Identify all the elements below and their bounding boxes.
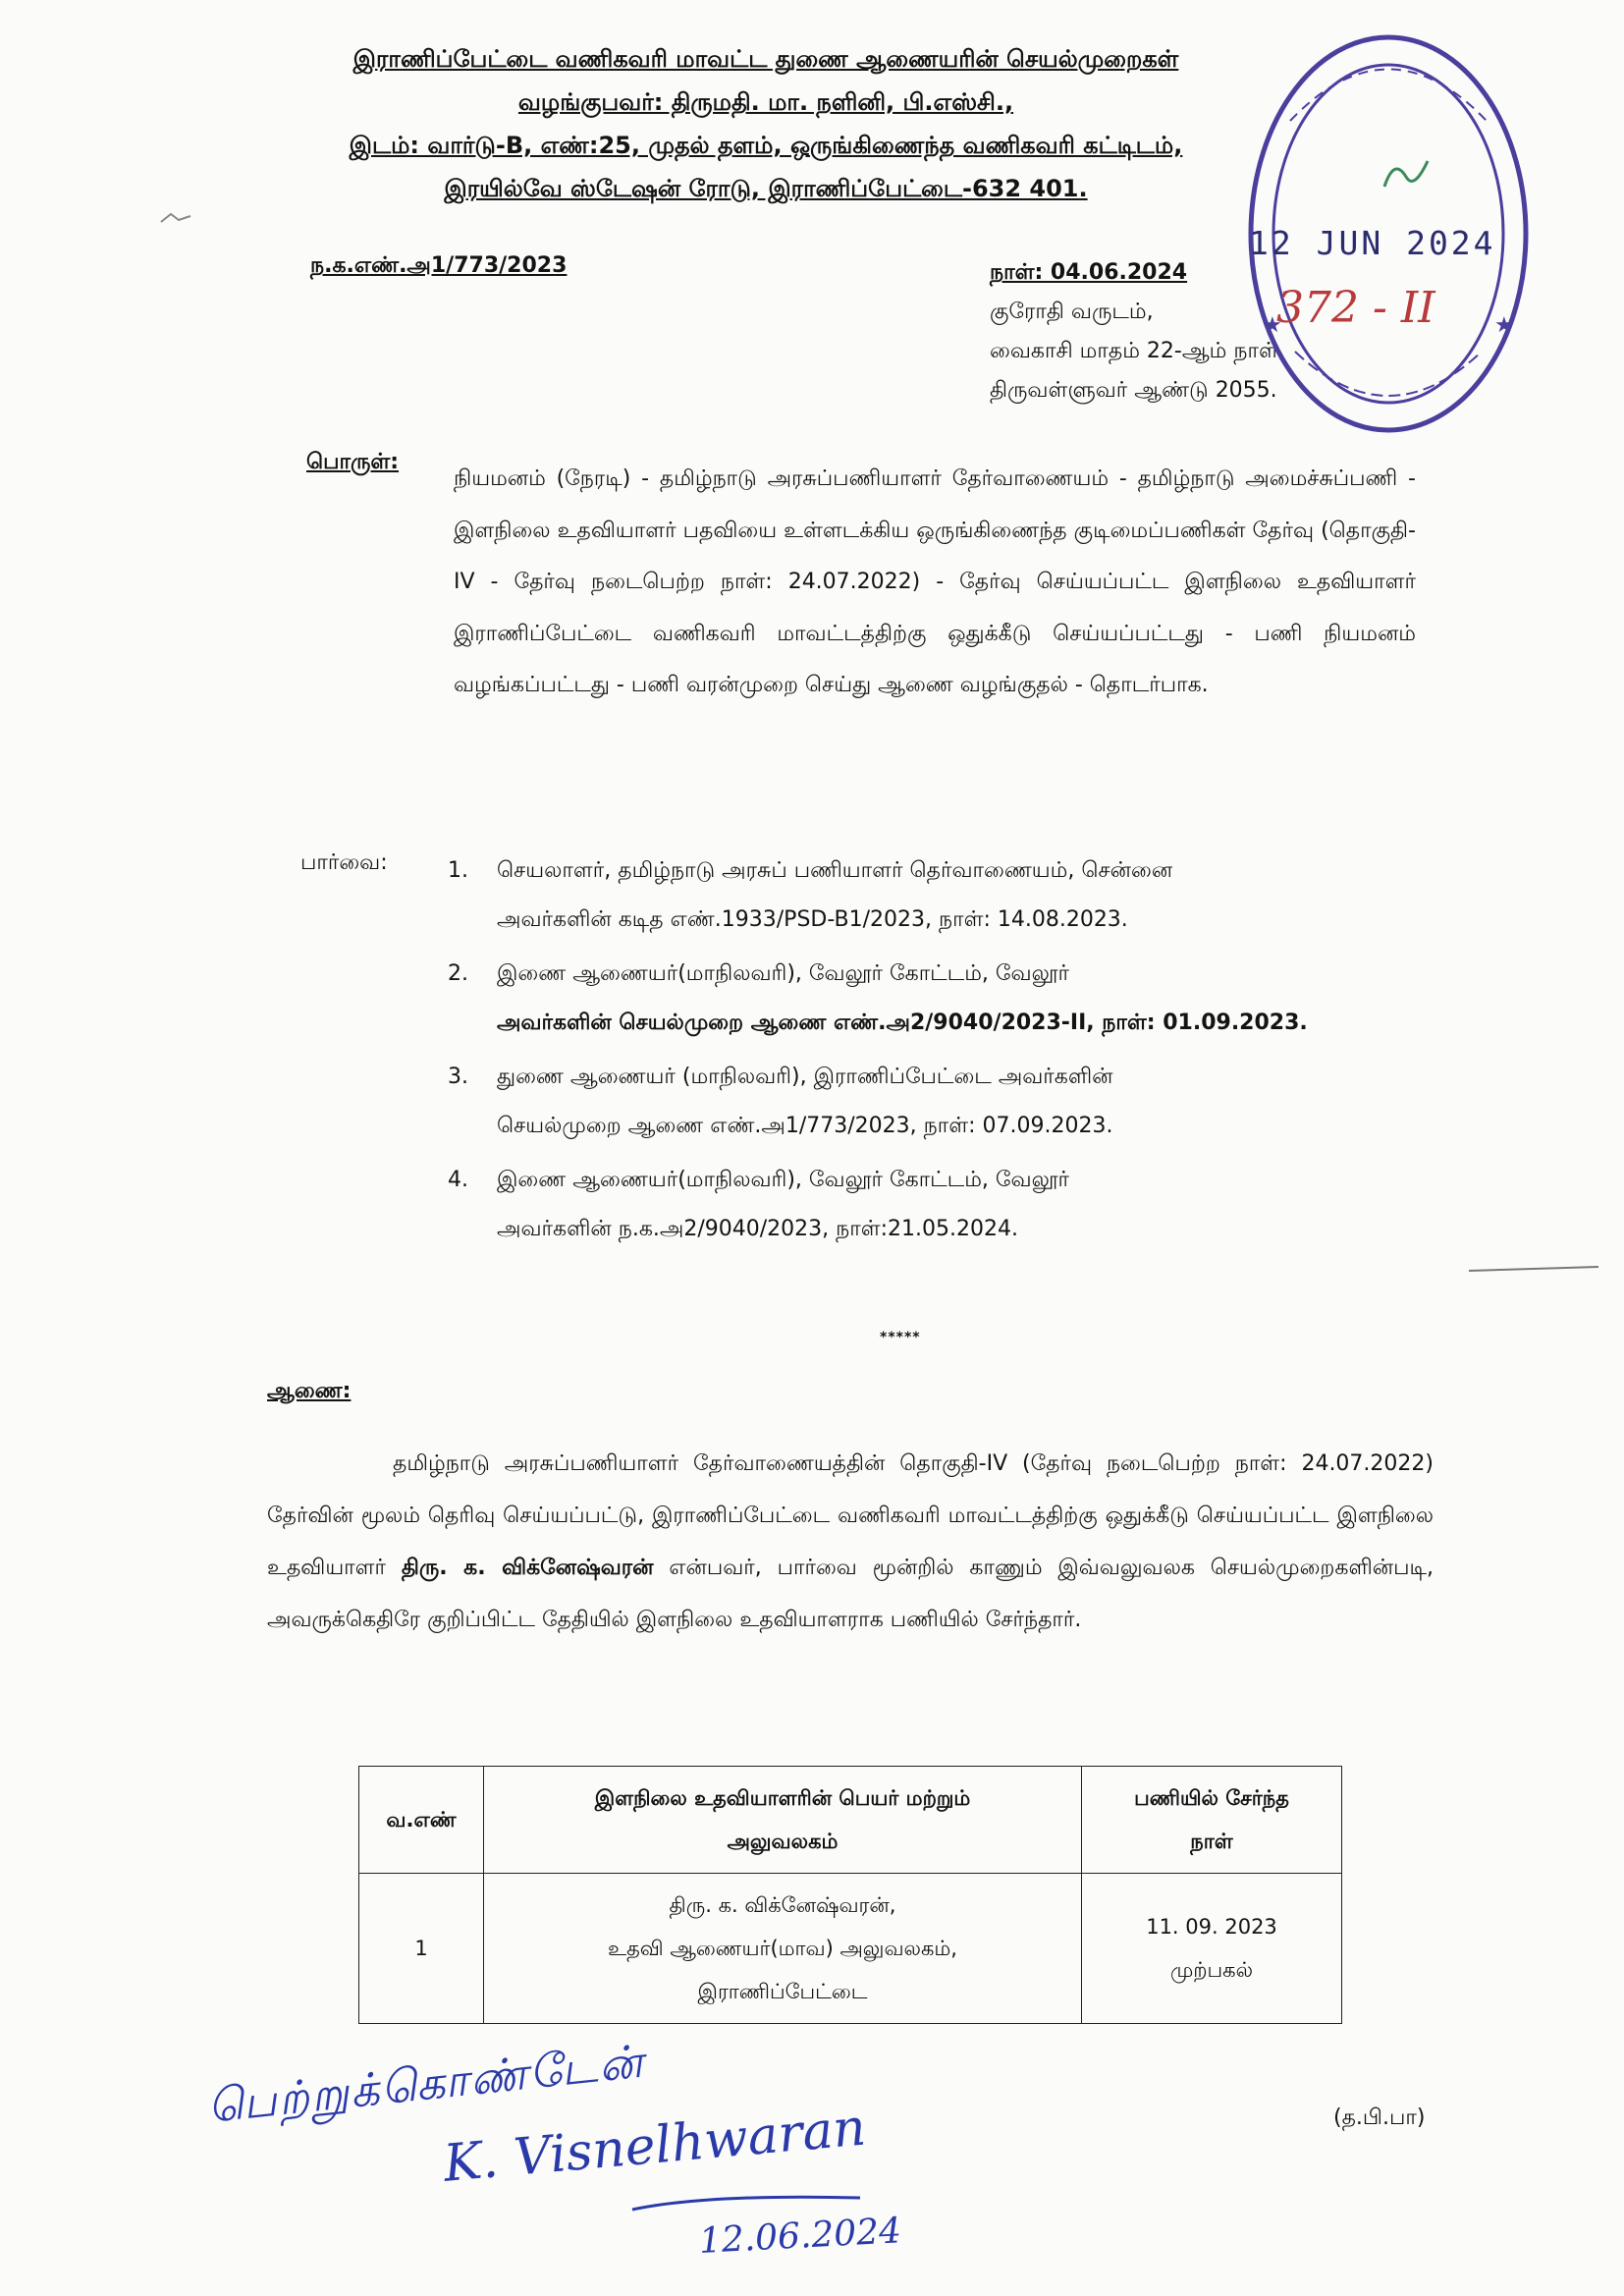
table-row	[359, 1874, 1342, 2024]
reference-item	[448, 1053, 1415, 1151]
handwritten-sign-date: 12.06.2024	[697, 2211, 902, 2262]
stamp-received-date: 12 JUN 2024	[1249, 224, 1496, 262]
reference-number-3: 3.	[448, 1065, 468, 1089]
handwritten-acknowledgement: பெற்றுக்கொண்டேன்	[204, 2034, 647, 2133]
reference-item	[448, 950, 1415, 1048]
reference-line: செயலாளர், தமிழ்நாடு அரசுப் பணியாளர் தெர்வாணையம், சென்னை	[497, 858, 1173, 883]
margin-pen-mark	[1465, 1259, 1602, 1279]
reference-number-2: 2.	[448, 961, 468, 986]
tamil-year: குரோதி வருடம்,	[990, 300, 1154, 324]
col-serial-header: வ.எண்	[359, 1767, 484, 1874]
document-header	[177, 37, 1355, 210]
header-issuer: வழங்குபவர்: திருமதி. மா. நளினி, பி.எஸ்சி.,	[517, 88, 1014, 116]
place-line: இராணிப்பேட்டை	[697, 1980, 868, 2003]
header-title: இராணிப்பேட்டை வணிகவரி மாவட்ட துணை ஆணையரின் செயல்முறைகள்	[352, 45, 1179, 73]
reference-line: அவர்களின் கடித எண்.1933/PSD-B1/2023, நாள்: 14.08.2023.	[497, 907, 1128, 932]
reference-number: ந.க.எண்.அ1/773/2023	[310, 253, 568, 278]
green-initial-mark	[1375, 147, 1434, 206]
name-line: திரு. க. விக்னேஷ்வரன்,	[669, 1893, 896, 1917]
svg-text:★: ★	[1263, 313, 1282, 338]
references-list	[448, 847, 1415, 1259]
joining-session: முற்பகல்	[1169, 1958, 1254, 1982]
subject-label: பொருள்:	[306, 450, 400, 474]
employee-name: திரு. க. விக்னேஷ்வரன்	[401, 1556, 654, 1580]
office-line: உதவி ஆணையர்(மாவ) அலுவலகம்,	[608, 1937, 957, 1960]
col-name-header	[484, 1767, 1082, 1874]
margin-mark	[157, 208, 196, 228]
signature-underline	[628, 2188, 864, 2217]
order-paragraph	[267, 1438, 1434, 1646]
subject-text: நியமனம் (நேரடி) - தமிழ்நாடு அரசுப்பணியாளர் தேர்வாணையம் - தமிழ்நாடு அமைச்சுப்பணி - இளநிலை உதவியாளர் பதவியை உள்ளடக்கிய ஒருங்கிணைந்த குடிமைப்பணிகள் தேர்வு (தொகுதி-IV - தேர்வு நடைபெற்ற நாள்: 24.07.2022) - தேர்வு செய்யப்பட்ட இளநிலை உதவியாளர் இராணிப்பேட்டை வணிகவரி மாவட்டத்திற்கு ஒதுக்கீடு செய்யப்பட்டது - பணி நியமனம் வழங்கப்பட்டது - பணி வரன்முறை செய்து ஆணை வழங்குதல் - தொடர்பாக.	[454, 466, 1416, 697]
col-date-header-line1: பணியில் சேர்ந்த	[1134, 1786, 1289, 1810]
order-label: ஆணை:	[267, 1379, 352, 1403]
svg-text:★: ★	[1494, 313, 1514, 338]
name-office-cell	[484, 1874, 1082, 2024]
header-address-line2: இரயில்வே ஸ்டேஷன் ரோடு, இராணிப்பேட்டை-632 401.	[444, 175, 1088, 202]
reference-item	[448, 1156, 1415, 1254]
order-text-start: தமிழ்நாடு அரசுப்பணியாளர் தேர்வாணையத்தின் தொகுதி-IV (தேர்வு நடைபெற்ற நாள்: 24.07.2022) தேர்வின் மூலம் தெரிவு செய்யப்பட்டு, இராணிப்பேட்டை வணிகவரி மாவட்டத்திற்கு ஒதுக்கீடு செய்யப்பட்ட இளநிலை உதவியாளர்	[267, 1451, 1434, 1580]
col-name-header-line1: இளநிலை உதவியாளரின் பெயர் மற்றும்	[594, 1786, 971, 1810]
reference-line: இணை ஆணையர்(மாநிலவரி), வேலூர் கோட்டம், வேலூர்	[497, 1168, 1069, 1192]
reference-item	[448, 847, 1415, 945]
header-address-line1: இடம்: வார்டு-B, எண்:25, முதல் தளம், ஒருங்கிணைந்த வணிகவரி கட்டிடம்,	[349, 132, 1183, 159]
reference-number-1: 1.	[448, 858, 468, 883]
reference-line: துணை ஆணையர் (மாநிலவரி), இராணிப்பேட்டை அவர்களின்	[497, 1065, 1113, 1089]
issue-date: நாள்: 04.06.2024	[990, 260, 1188, 285]
stamp-inward-number: 372 - II	[1276, 283, 1435, 333]
tamil-month-day: வைகாசி மாதம் 22-ஆம் நாள்,	[990, 339, 1285, 363]
table-header-row	[359, 1767, 1342, 1874]
reference-line: அவர்களின் ந.க.அ2/9040/2023, நாள்:21.05.2024.	[497, 1217, 1018, 1241]
appointment-table	[358, 1766, 1342, 2024]
reference-line: அவர்களின் செயல்முறை ஆணை எண்.அ2/9040/2023-II, நாள்: 01.09.2023.	[497, 1011, 1308, 1035]
joining-date-cell	[1082, 1874, 1342, 2024]
col-name-header-line2: அலுவலகம்	[727, 1830, 839, 1853]
thiruvalluvar-year: திருவள்ளுவர் ஆண்டு 2055.	[990, 378, 1277, 403]
col-date-header	[1082, 1767, 1342, 1874]
references-label: பார்வை:	[300, 850, 388, 875]
references-end-mark: *****	[880, 1330, 921, 1345]
reference-line: இணை ஆணையர்(மாநிலவரி), வேலூர் கோட்டம், வேலூர்	[497, 961, 1069, 986]
order-text-end: என்பவர், பார்வை மூன்றில் காணும் இவ்வலுவலக செயல்முறைகளின்படி, அவருக்கெதிரே குறிப்பிட்ட தேதியில் இளநிலை உதவியாளராக பணியில் சேர்ந்தார்.	[267, 1556, 1435, 1632]
serial-cell: 1	[359, 1874, 484, 2024]
reference-line: செயல்முறை ஆணை எண்.அ1/773/2023, நாள்: 07.09.2023.	[497, 1114, 1113, 1138]
joining-date: 11. 09. 2023	[1146, 1915, 1277, 1939]
col-date-header-line2: நாள்	[1190, 1830, 1233, 1853]
handwritten-signature: K. Visnelhwaran	[441, 2098, 869, 2194]
reference-number-4: 4.	[448, 1168, 468, 1192]
initials: (த.பி.பா)	[1333, 2105, 1426, 2130]
